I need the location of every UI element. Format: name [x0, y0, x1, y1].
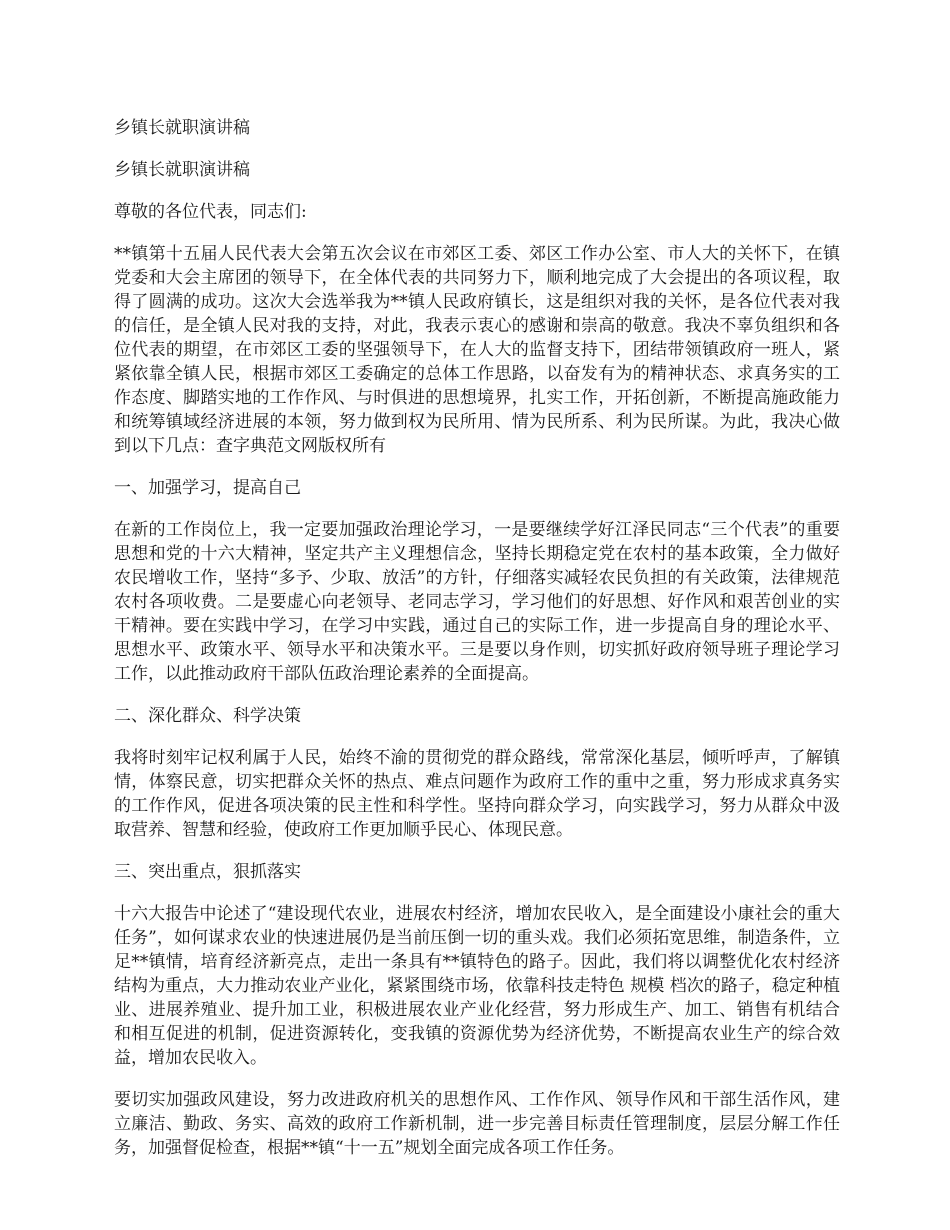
document-title: 乡镇长就职演讲稿 — [114, 118, 250, 138]
section-3-paragraph: 十六大报告中论述了“建设现代农业，进展农村经济，增加农民收入，是全面建设小康社会的重大任务”，如何谋求农业的快速进展仍是当前压倒一切的重头戏。我们必须拓宽思维，制造条件，立足**镇情，培育经济新亮点，走出一条具有**镇特色的路子。因此，我们将以调整优化农村经济结构为重点，大力推动农业产业化，紧紧围绕市场，依靠科技走特色 规模 档次的路子，稳定种植业、进展养殖业、提升加工业，积极进展农业产业化经营，努力形成生产、加工、销售有机结合和相互促进的机制，促进资源转化，变我镇的资源优势为经济优势，不断提高农业生产的综合效益，增加农民收入。 — [114, 904, 840, 1068]
section-1-heading: 一、加强学习，提高自己 — [114, 478, 301, 498]
intro-paragraph: **镇第十五届人民代表大会第五次会议在市郊区工委、郊区工作办公室、市人大的关怀下，在镇党委和大会主席团的领导下，在全体代表的共同努力下，顺利地完成了大会提出的各项议程，取得了圆满的成功。这次大会选举我为**镇人民政府镇长，这是组织对我的关怀，是各位代表对我的信任，是全镇人民对我的支持，对此，我表示衷心的感谢和崇高的敬意。我决不辜负组织和各位代表的期望，在市郊区工委的坚强领导下，在人大的监督支持下，团结带领镇政府一班人，紧紧依靠全镇人民，根据市郊区工委确定的总体工作思路，以奋发有为的精神状态、求真务实的工作态度、脚踏实地的工作作风、与时俱进的思想境界，扎实工作，开拓创新，不断提高施政能力和统筹镇域经济进展的本领，努力做到权为民所用、情为民所系、利为民所谋。为此，我决心做到以下几点：查字典范文网版权所有 — [114, 244, 840, 456]
section-1-paragraph: 在新的工作岗位上，我一定要加强政治理论学习，一是要继续学好江泽民同志“三个代表”的重要思想和党的十六大精神，坚定共产主义理想信念，坚持长期稳定党在农村的基本政策，全力做好农民增收工作，坚持“多予、少取、放活”的方针，仔细落实减轻农民负担的有关政策，法律规范农村各项收费。二是要虚心向老领导、老同志学习，学习他们的好思想、好作风和艰苦创业的实干精神。要在实践中学习，在学习中实践，通过自己的实际工作，进一步提高自身的理论水平、思想水平、政策水平、领导水平和决策水平。三是要以身作则，切实抓好政府领导班子理论学习工作，以此推动政府干部队伍政治理论素养的全面提高。 — [114, 520, 840, 684]
salutation: 尊敬的各位代表，同志们: — [114, 202, 307, 222]
section-3-heading: 三、突出重点，狠抓落实 — [114, 862, 301, 882]
section-3-paragraph-2: 要切实加强政风建设，努力改进政府机关的思想作风、工作作风、领导作风和干部生活作风，建立廉洁、勤政、务实、高效的政府工作新机制，进一步完善目标责任管理制度，层层分解工作任务，加强督促检查，根据**镇“十一五”规划全面完成各项工作任务。 — [114, 1090, 840, 1158]
document-subtitle: 乡镇长就职演讲稿 — [114, 160, 250, 180]
section-2-heading: 二、深化群众、科学决策 — [114, 706, 301, 726]
document-page — [114, 116, 840, 1178]
section-2-paragraph: 我将时刻牢记权利属于人民，始终不渝的贯彻党的群众路线，常常深化基层，倾听呼声，了解镇情，体察民意，切实把群众关怀的热点、难点问题作为政府工作的重中之重，努力形成求真务实的工作作风，促进各项决策的民主性和科学性。坚持向群众学习，向实践学习，努力从群众中汲取营养、智慧和经验，使政府工作更加顺乎民心、体现民意。 — [114, 748, 840, 840]
